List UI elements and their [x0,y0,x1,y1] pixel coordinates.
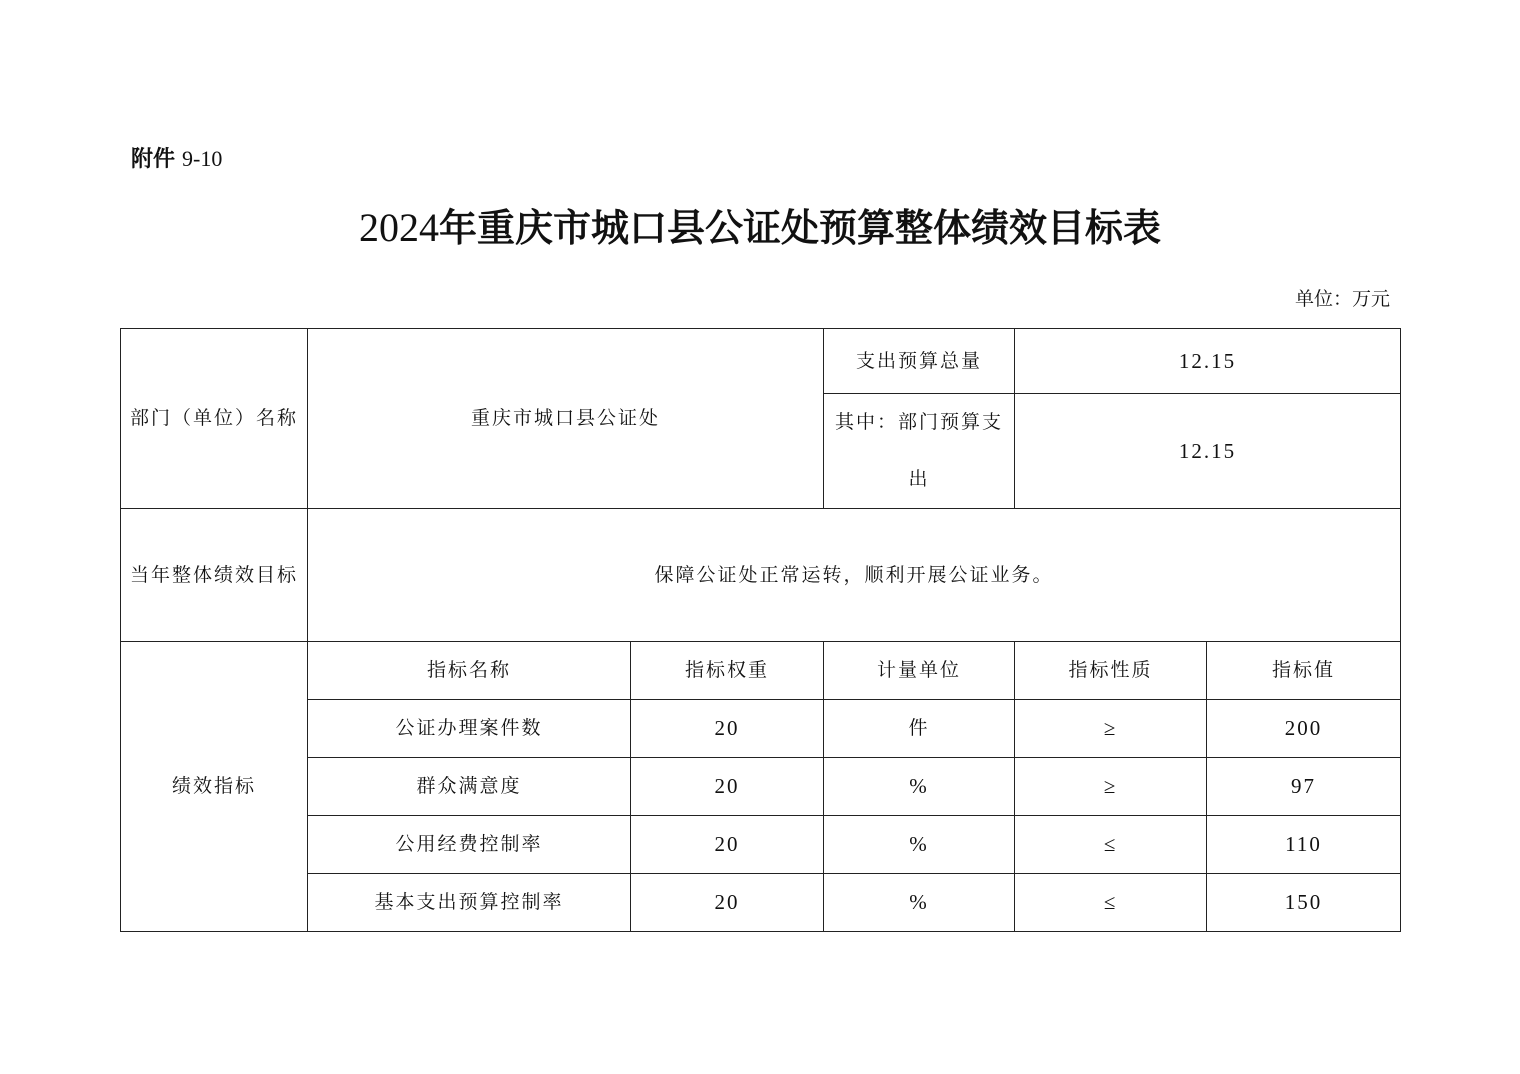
indicator-value: 150 [1207,874,1401,932]
dept-name-label: 部门（单位）名称 [121,329,308,509]
indicator-header-row [121,642,1401,700]
indicator-name: 公用经费控制率 [308,816,631,874]
indicator-name: 群众满意度 [308,758,631,816]
indicator-value: 97 [1207,758,1401,816]
title-year: 2024 [358,205,439,250]
title-text: 年重庆市城口县公证处预算整体绩效目标表 [438,206,1161,250]
attachment-number: 9-10 [182,146,223,171]
table-row [121,700,1401,758]
column-header: 指标权重 [631,642,824,700]
table-row [121,816,1401,874]
indicator-value: 200 [1207,700,1401,758]
dept-budget-value: 12.15 [1015,394,1401,509]
table-row [121,758,1401,816]
performance-goal-table [120,328,1401,932]
column-header: 指标性质 [1015,642,1207,700]
indicator-weight: 20 [631,874,824,932]
column-header: 指标值 [1207,642,1401,700]
dept-name-value: 重庆市城口县公证处 [308,329,824,509]
indicator-weight: 20 [631,816,824,874]
table-row [121,509,1401,642]
total-budget-label: 支出预算总量 [824,329,1015,394]
indicator-unit: % [824,874,1015,932]
indicator-nature: ≥ [1015,758,1207,816]
annual-goal-value: 保障公证处正常运转，顺利开展公证业务。 [308,509,1401,642]
attachment-text: 附件 [131,147,176,172]
page-title [0,198,1520,258]
indicator-unit: 件 [824,700,1015,758]
indicator-weight: 20 [631,700,824,758]
attachment-label [131,144,222,175]
indicator-unit: % [824,758,1015,816]
dept-budget-label: 其中：部门预算支出 [824,394,1015,509]
indicator-value: 110 [1207,816,1401,874]
indicator-unit: % [824,816,1015,874]
table-row [121,329,1401,394]
indicator-nature: ≤ [1015,816,1207,874]
unit-label: 单位：万元 [1294,288,1390,310]
indicator-name: 公证办理案件数 [308,700,631,758]
total-budget-value: 12.15 [1015,329,1401,394]
indicator-weight: 20 [631,758,824,816]
annual-goal-label: 当年整体绩效目标 [121,509,308,642]
column-header: 计量单位 [824,642,1015,700]
column-header: 指标名称 [308,642,631,700]
indicator-name: 基本支出预算控制率 [308,874,631,932]
indicator-nature: ≥ [1015,700,1207,758]
indicators-label: 绩效指标 [121,642,308,932]
indicator-nature: ≤ [1015,874,1207,932]
table-row [121,874,1401,932]
